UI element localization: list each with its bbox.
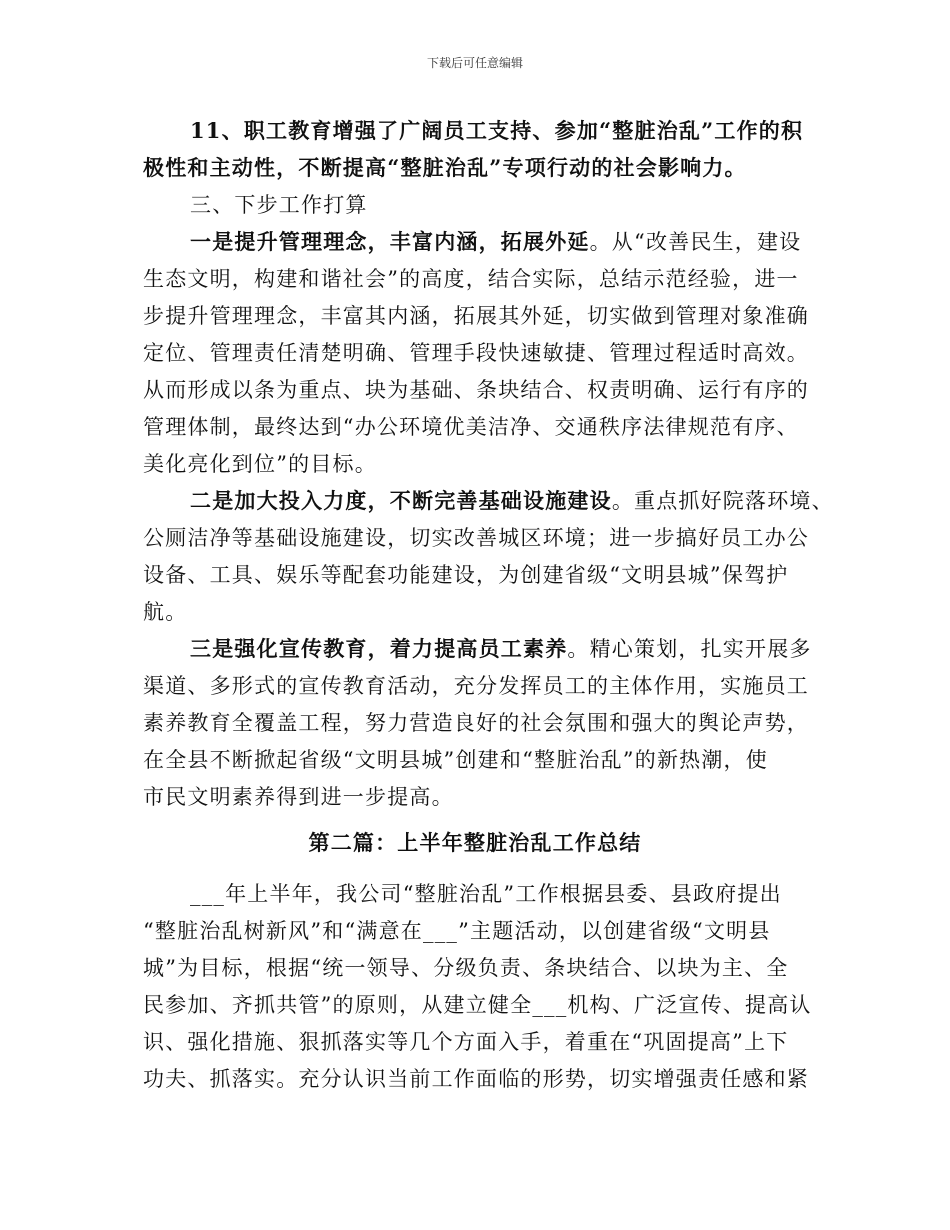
line-text: 。从“改善民生，建设 <box>589 230 802 254</box>
paragraph-line: 生态文明，构建和谐社会”的高度，结合实际，总结示范经验，进一 <box>143 267 799 291</box>
paragraph-line: 功夫、抓落实。充分认识当前工作面临的形势，切实增强责任感和紧 <box>143 1067 809 1091</box>
paragraph-line: 设备、工具、娱乐等配套功能建设，为创建省级“文明县城”保驾护 <box>143 563 789 587</box>
paragraph-line <box>190 485 834 515</box>
paragraph-line: 美化亮化到位”的目标。 <box>143 452 377 476</box>
paragraph-line <box>190 226 801 256</box>
section-heading: 三、下步工作打算 <box>190 193 368 217</box>
paragraph-line: “整脏治乱树新风”和“满意在___”主题活动，以创建省级“文明县 <box>143 919 771 943</box>
document-title: 第二篇：上半年整脏治乱工作总结 <box>308 830 642 855</box>
paragraph-line: 民参加、齐抓共管”的原则，从建立健全___机构、广泛宣传、提高认 <box>143 993 812 1017</box>
paragraph-line: 从而形成以条为重点、块为基础、条块结合、权责明确、运行有序的 <box>143 378 809 402</box>
paragraph-line: 素养教育全覆盖工程，努力营造良好的社会氛围和强大的舆论声势， <box>143 711 809 735</box>
paragraph-line: 识、强化措施、狠抓落实等几个方面入手，着重在“巩固提高”上下 <box>143 1030 789 1054</box>
paragraph-line: 定位、管理责任清楚明确、管理手段快速敏捷、管理过程适时高效。 <box>143 341 809 365</box>
paragraph-line: 航。 <box>143 600 188 624</box>
paragraph-line: 在全县不断掀起省级“文明县城”创建和“整脏治乱”的新热潮，使 <box>143 748 768 772</box>
paragraph-line: 城”为目标，根据“统一领导、分级负责、条块结合、以块为主、全 <box>143 956 789 980</box>
paragraph-line: 渠道、多形式的宣传教育活动，充分发挥员工的主体作用，实施员工 <box>143 674 809 698</box>
page-header: 下载后可任意编辑 <box>426 56 523 70</box>
paragraph-line: 公厕洁净等基础设施建设，切实改善城区环境；进一步搞好员工办公 <box>143 526 809 550</box>
paragraph-line: ___年上半年，我公司“整脏治乱”工作根据县委、县政府提出 <box>190 882 782 906</box>
paragraph-line <box>190 633 812 663</box>
paragraph-line: 极性和主动性，不断提高“整脏治乱”专项行动的社会影响力。 <box>143 155 747 180</box>
paragraph-line: 市民文明素养得到进一步提高。 <box>143 785 454 809</box>
bold-lead: 二是加大投入力度，不断完善基础设施建设 <box>190 488 612 513</box>
paragraph-line: 11、职工教育增强了广阔员工支持、参加“整脏治乱”工作的积 <box>190 118 804 143</box>
paragraph-line: 管理体制，最终达到“办公环境优美洁净、交通秩序法律规范有序、 <box>143 415 799 439</box>
paragraph-line: 步提升管理理念，丰富其内涵，拓展其外延，切实做到管理对象准确 <box>143 304 809 328</box>
bold-lead: 三是强化宣传教育，着力提高员工素养 <box>190 636 568 661</box>
line-text: 。精心策划，扎实开展多 <box>567 637 812 661</box>
line-text: 。重点抓好院落环境、 <box>611 489 834 513</box>
bold-lead: 一是提升管理理念，丰富内涵，拓展外延 <box>190 229 590 254</box>
